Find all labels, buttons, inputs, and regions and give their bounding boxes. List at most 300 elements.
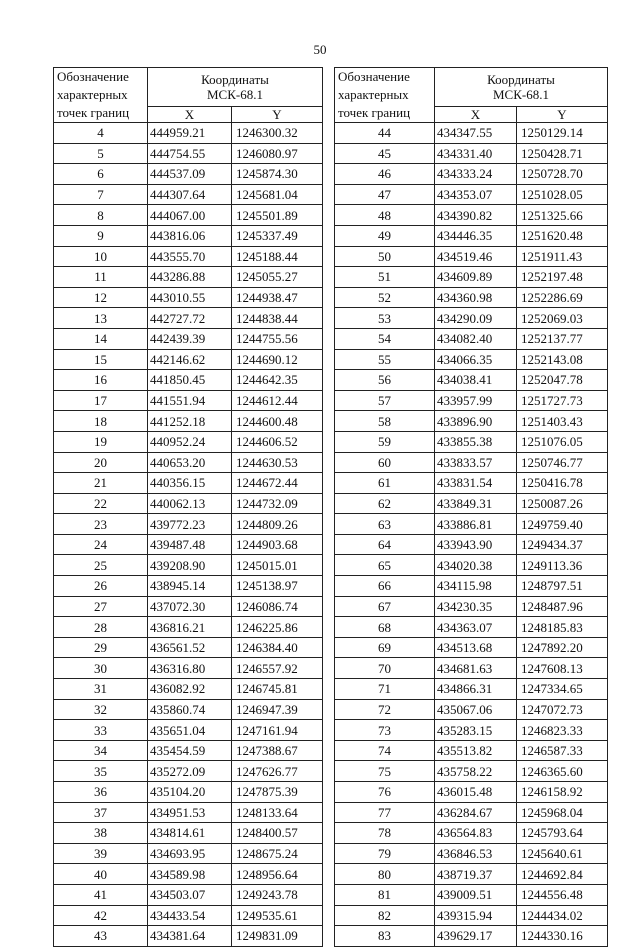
y-column-header: Y [232,106,323,122]
y-coordinate-cell: 1248185.83 [517,617,608,638]
table-row [54,514,323,535]
table-row [54,617,323,638]
y-coordinate-cell: 1245188.44 [232,246,323,267]
x-coordinate-cell: 441252.18 [148,411,232,432]
point-number-cell: 43 [54,926,148,947]
table-row [54,926,323,947]
point-number-cell: 26 [54,576,148,597]
y-coordinate-cell: 1244732.09 [232,493,323,514]
point-number-cell: 62 [335,493,435,514]
x-coordinate-cell: 434390.82 [435,205,517,226]
table-row [335,802,608,823]
y-coordinate-cell: 1250428.71 [517,143,608,164]
point-number-cell: 34 [54,740,148,761]
y-coordinate-cell: 1250728.70 [517,164,608,185]
point-number-cell: 51 [335,267,435,288]
point-number-cell: 71 [335,679,435,700]
x-coordinate-cell: 438719.37 [435,864,517,885]
point-number-cell: 59 [335,431,435,452]
x-coordinate-cell: 434020.38 [435,555,517,576]
point-number-cell: 80 [335,864,435,885]
point-number-cell: 18 [54,411,148,432]
point-number-cell: 22 [54,493,148,514]
y-coordinate-cell: 1246823.33 [517,720,608,741]
table-row [54,699,323,720]
y-coordinate-cell: 1244600.48 [232,411,323,432]
y-column-header: Y [517,106,608,122]
point-number-cell: 31 [54,679,148,700]
table-row [54,843,323,864]
y-coordinate-cell: 1252047.78 [517,370,608,391]
x-coordinate-cell: 441850.45 [148,370,232,391]
table-row [335,370,608,391]
y-coordinate-cell: 1246384.40 [232,637,323,658]
point-number-cell: 32 [54,699,148,720]
page-number: 50 [313,42,327,57]
x-coordinate-cell: 434290.09 [435,308,517,329]
x-coordinate-cell: 433943.90 [435,534,517,555]
x-coordinate-cell: 444959.21 [148,123,232,144]
x-coordinate-cell: 436846.53 [435,843,517,864]
table-row [335,123,608,144]
y-coordinate-cell: 1244612.44 [232,390,323,411]
point-number-cell: 14 [54,328,148,349]
y-coordinate-cell: 1245874.30 [232,164,323,185]
y-coordinate-cell: 1246080.97 [232,143,323,164]
x-coordinate-cell: 439009.51 [435,884,517,905]
point-number-cell: 81 [335,884,435,905]
point-designation-header: Обозначение характерных точек границ [54,68,148,123]
point-number-cell: 13 [54,308,148,329]
point-number-cell: 52 [335,287,435,308]
x-coordinate-cell: 436816.21 [148,617,232,638]
x-column-header: X [148,106,232,122]
x-coordinate-cell: 435104.20 [148,782,232,803]
point-number-cell: 17 [54,390,148,411]
y-coordinate-cell: 1245501.89 [232,205,323,226]
x-coordinate-cell: 437072.30 [148,596,232,617]
table-row [335,246,608,267]
table-row [335,679,608,700]
point-number-cell: 55 [335,349,435,370]
x-coordinate-cell: 443555.70 [148,246,232,267]
x-coordinate-cell: 434331.40 [435,143,517,164]
table-row [335,905,608,926]
y-coordinate-cell: 1244556.48 [517,884,608,905]
y-coordinate-cell: 1249831.09 [232,926,323,947]
x-coordinate-cell: 434446.35 [435,225,517,246]
x-coordinate-cell: 434951.53 [148,802,232,823]
point-number-cell: 30 [54,658,148,679]
x-coordinate-cell: 440952.24 [148,431,232,452]
y-coordinate-cell: 1252069.03 [517,308,608,329]
point-number-cell: 15 [54,349,148,370]
y-coordinate-cell: 1247334.65 [517,679,608,700]
x-coordinate-cell: 435067.06 [435,699,517,720]
x-coordinate-cell: 440356.15 [148,473,232,494]
y-coordinate-cell: 1246225.86 [232,617,323,638]
x-coordinate-cell: 434115.98 [435,576,517,597]
table-row [335,328,608,349]
point-number-cell: 69 [335,637,435,658]
y-coordinate-cell: 1249113.36 [517,555,608,576]
x-coordinate-cell: 434513.68 [435,637,517,658]
point-number-cell: 70 [335,658,435,679]
x-coordinate-cell: 440653.20 [148,452,232,473]
x-coordinate-cell: 436561.52 [148,637,232,658]
x-coordinate-cell: 434814.61 [148,823,232,844]
point-number-cell: 66 [335,576,435,597]
point-number-cell: 28 [54,617,148,638]
point-number-cell: 36 [54,782,148,803]
table-row [335,431,608,452]
table-row [335,164,608,185]
x-coordinate-cell: 434082.40 [435,328,517,349]
coordinate-system-label: МСК-68.1 [207,86,263,102]
point-number-cell: 42 [54,905,148,926]
point-number-cell: 64 [335,534,435,555]
x-coordinate-cell: 435513.82 [435,740,517,761]
y-coordinate-cell: 1247608.13 [517,658,608,679]
table-row [54,493,323,514]
point-number-cell: 40 [54,864,148,885]
point-number-cell: 23 [54,514,148,535]
point-number-cell: 6 [54,164,148,185]
x-coordinate-cell: 433855.38 [435,431,517,452]
y-coordinate-cell: 1245138.97 [232,576,323,597]
table-row [54,823,323,844]
table-row [54,576,323,597]
y-coordinate-cell: 1250746.77 [517,452,608,473]
x-coordinate-cell: 434360.98 [435,287,517,308]
x-coordinate-cell: 435283.15 [435,720,517,741]
table-row [335,493,608,514]
table-row [54,637,323,658]
table-row [335,287,608,308]
y-coordinate-cell: 1244938.47 [232,287,323,308]
y-coordinate-cell: 1244755.56 [232,328,323,349]
table-row [335,596,608,617]
point-number-cell: 38 [54,823,148,844]
table-row [54,287,323,308]
point-number-cell: 10 [54,246,148,267]
x-coordinate-cell: 442146.62 [148,349,232,370]
y-coordinate-cell: 1249434.37 [517,534,608,555]
point-number-cell: 73 [335,720,435,741]
x-coordinate-cell: 444537.09 [148,164,232,185]
y-coordinate-cell: 1244434.02 [517,905,608,926]
point-number-cell: 68 [335,617,435,638]
y-coordinate-cell: 1244672.44 [232,473,323,494]
table-row [335,473,608,494]
y-coordinate-cell: 1244630.53 [232,452,323,473]
table-row [335,782,608,803]
coordinates-header [435,68,608,107]
y-coordinate-cell: 1245681.04 [232,184,323,205]
point-number-cell: 41 [54,884,148,905]
y-coordinate-cell: 1245640.61 [517,843,608,864]
point-number-cell: 77 [335,802,435,823]
point-number-cell: 35 [54,761,148,782]
y-coordinate-cell: 1252197.48 [517,267,608,288]
point-number-cell: 50 [335,246,435,267]
y-coordinate-cell: 1251028.05 [517,184,608,205]
point-number-cell: 72 [335,699,435,720]
point-number-cell: 83 [335,926,435,947]
point-number-cell: 79 [335,843,435,864]
table-row [335,617,608,638]
y-coordinate-cell: 1248675.24 [232,843,323,864]
point-number-cell: 39 [54,843,148,864]
point-number-cell: 82 [335,905,435,926]
table-row [335,349,608,370]
x-coordinate-cell: 438945.14 [148,576,232,597]
x-coordinate-cell: 443816.06 [148,225,232,246]
point-number-cell: 19 [54,431,148,452]
point-number-cell: 9 [54,225,148,246]
left-table-body [54,123,323,947]
y-coordinate-cell: 1247875.39 [232,782,323,803]
table-row [335,205,608,226]
x-coordinate-cell: 440062.13 [148,493,232,514]
y-coordinate-cell: 1252286.69 [517,287,608,308]
table-row [54,184,323,205]
point-number-cell: 63 [335,514,435,535]
table-row [335,864,608,885]
x-coordinate-cell: 436316.80 [148,658,232,679]
point-number-cell: 48 [335,205,435,226]
y-coordinate-cell: 1246587.33 [517,740,608,761]
y-coordinate-cell: 1250087.26 [517,493,608,514]
table-row [335,534,608,555]
y-coordinate-cell: 1251325.66 [517,205,608,226]
y-coordinate-cell: 1245968.04 [517,802,608,823]
x-coordinate-cell: 444067.00 [148,205,232,226]
point-number-cell: 58 [335,411,435,432]
table-row [54,370,323,391]
table-row [335,267,608,288]
y-coordinate-cell: 1246086.74 [232,596,323,617]
y-coordinate-cell: 1251727.73 [517,390,608,411]
y-coordinate-cell: 1244838.44 [232,308,323,329]
x-coordinate-cell: 436564.83 [435,823,517,844]
coordinates-header [148,68,323,107]
y-coordinate-cell: 1244809.26 [232,514,323,535]
x-coordinate-cell: 434347.55 [435,123,517,144]
y-coordinate-cell: 1249243.78 [232,884,323,905]
x-coordinate-cell: 434038.41 [435,370,517,391]
table-row [335,637,608,658]
table-row [54,328,323,349]
table-row [54,596,323,617]
table-row [335,514,608,535]
point-number-cell: 44 [335,123,435,144]
x-coordinate-cell: 434609.89 [435,267,517,288]
table-row [54,473,323,494]
x-coordinate-cell: 441551.94 [148,390,232,411]
y-coordinate-cell: 1252143.08 [517,349,608,370]
y-coordinate-cell: 1246158.92 [517,782,608,803]
coordinates-label: Координаты [487,71,555,87]
x-coordinate-cell: 436015.48 [435,782,517,803]
table-row [335,390,608,411]
table-row [54,246,323,267]
x-coordinate-cell: 443010.55 [148,287,232,308]
y-coordinate-cell: 1252137.77 [517,328,608,349]
table-row [335,761,608,782]
table-row [54,802,323,823]
point-number-cell: 8 [54,205,148,226]
y-coordinate-cell: 1245015.01 [232,555,323,576]
y-coordinate-cell: 1247161.94 [232,720,323,741]
x-coordinate-cell: 435758.22 [435,761,517,782]
x-coordinate-cell: 436082.92 [148,679,232,700]
table-row [335,658,608,679]
x-column-header: X [435,106,517,122]
y-coordinate-cell: 1251620.48 [517,225,608,246]
point-number-cell: 4 [54,123,148,144]
x-coordinate-cell: 434381.64 [148,926,232,947]
table-row [335,184,608,205]
y-coordinate-cell: 1246365.60 [517,761,608,782]
x-coordinate-cell: 433833.57 [435,452,517,473]
point-number-cell: 16 [54,370,148,391]
x-coordinate-cell: 433831.54 [435,473,517,494]
y-coordinate-cell: 1247892.20 [517,637,608,658]
right-table-body [335,123,608,947]
table-row [335,225,608,246]
table-row [54,864,323,885]
coordinates-table-left [53,67,323,947]
point-number-cell: 65 [335,555,435,576]
table-row [54,431,323,452]
table-row [335,143,608,164]
point-number-cell: 25 [54,555,148,576]
table-row [54,740,323,761]
point-number-cell: 78 [335,823,435,844]
x-coordinate-cell: 433849.31 [435,493,517,514]
y-coordinate-cell: 1251911.43 [517,246,608,267]
point-number-cell: 21 [54,473,148,494]
y-coordinate-cell: 1245793.64 [517,823,608,844]
x-coordinate-cell: 444754.55 [148,143,232,164]
point-designation-header: Обозначение характерных точек границ [335,68,435,123]
x-coordinate-cell: 444307.64 [148,184,232,205]
x-coordinate-cell: 434693.95 [148,843,232,864]
y-coordinate-cell: 1248400.57 [232,823,323,844]
y-coordinate-cell: 1247072.73 [517,699,608,720]
coordinate-system-label: МСК-68.1 [493,86,549,102]
table-row [54,452,323,473]
x-coordinate-cell: 435272.09 [148,761,232,782]
point-number-cell: 46 [335,164,435,185]
table-row [335,740,608,761]
y-coordinate-cell: 1248487.96 [517,596,608,617]
point-number-cell: 56 [335,370,435,391]
coordinates-label: Координаты [201,71,269,87]
y-coordinate-cell: 1244642.35 [232,370,323,391]
y-coordinate-cell: 1250416.78 [517,473,608,494]
point-number-cell: 76 [335,782,435,803]
point-number-cell: 29 [54,637,148,658]
point-number-cell: 24 [54,534,148,555]
x-coordinate-cell: 443286.88 [148,267,232,288]
x-coordinate-cell: 439772.23 [148,514,232,535]
y-coordinate-cell: 1248797.51 [517,576,608,597]
y-coordinate-cell: 1244903.68 [232,534,323,555]
y-coordinate-cell: 1248133.64 [232,802,323,823]
table-row [335,411,608,432]
y-coordinate-cell: 1251403.43 [517,411,608,432]
point-number-cell: 20 [54,452,148,473]
y-coordinate-cell: 1244606.52 [232,431,323,452]
point-number-cell: 5 [54,143,148,164]
point-number-cell: 53 [335,308,435,329]
y-coordinate-cell: 1251076.05 [517,431,608,452]
table-row [54,349,323,370]
point-number-cell: 12 [54,287,148,308]
x-coordinate-cell: 433896.90 [435,411,517,432]
table-row [335,555,608,576]
point-number-cell: 7 [54,184,148,205]
x-coordinate-cell: 434519.46 [435,246,517,267]
y-coordinate-cell: 1247388.67 [232,740,323,761]
table-row [54,205,323,226]
table-row [54,267,323,288]
y-coordinate-cell: 1247626.77 [232,761,323,782]
point-number-cell: 61 [335,473,435,494]
table-row [54,123,323,144]
point-number-cell: 11 [54,267,148,288]
y-coordinate-cell: 1244330.16 [517,926,608,947]
table-row [335,576,608,597]
x-coordinate-cell: 442439.39 [148,328,232,349]
y-coordinate-cell: 1244690.12 [232,349,323,370]
x-coordinate-cell: 434503.07 [148,884,232,905]
x-coordinate-cell: 436284.67 [435,802,517,823]
point-number-cell: 57 [335,390,435,411]
x-coordinate-cell: 434433.54 [148,905,232,926]
y-coordinate-cell: 1249535.61 [232,905,323,926]
table-row [54,555,323,576]
table-row [54,658,323,679]
point-number-cell: 54 [335,328,435,349]
point-number-cell: 74 [335,740,435,761]
table-row [54,308,323,329]
point-number-cell: 75 [335,761,435,782]
x-coordinate-cell: 435454.59 [148,740,232,761]
x-coordinate-cell: 434333.24 [435,164,517,185]
table-row [335,884,608,905]
y-coordinate-cell: 1248956.64 [232,864,323,885]
table-row [335,308,608,329]
y-coordinate-cell: 1244692.84 [517,864,608,885]
x-coordinate-cell: 434066.35 [435,349,517,370]
x-coordinate-cell: 434363.07 [435,617,517,638]
point-number-cell: 27 [54,596,148,617]
table-row [54,679,323,700]
table-row [54,782,323,803]
y-coordinate-cell: 1249759.40 [517,514,608,535]
x-coordinate-cell: 434681.63 [435,658,517,679]
x-coordinate-cell: 433886.81 [435,514,517,535]
coordinates-table-right [334,67,608,947]
table-row [335,843,608,864]
table-row [54,905,323,926]
point-number-cell: 49 [335,225,435,246]
x-coordinate-cell: 434230.35 [435,596,517,617]
point-number-cell: 67 [335,596,435,617]
